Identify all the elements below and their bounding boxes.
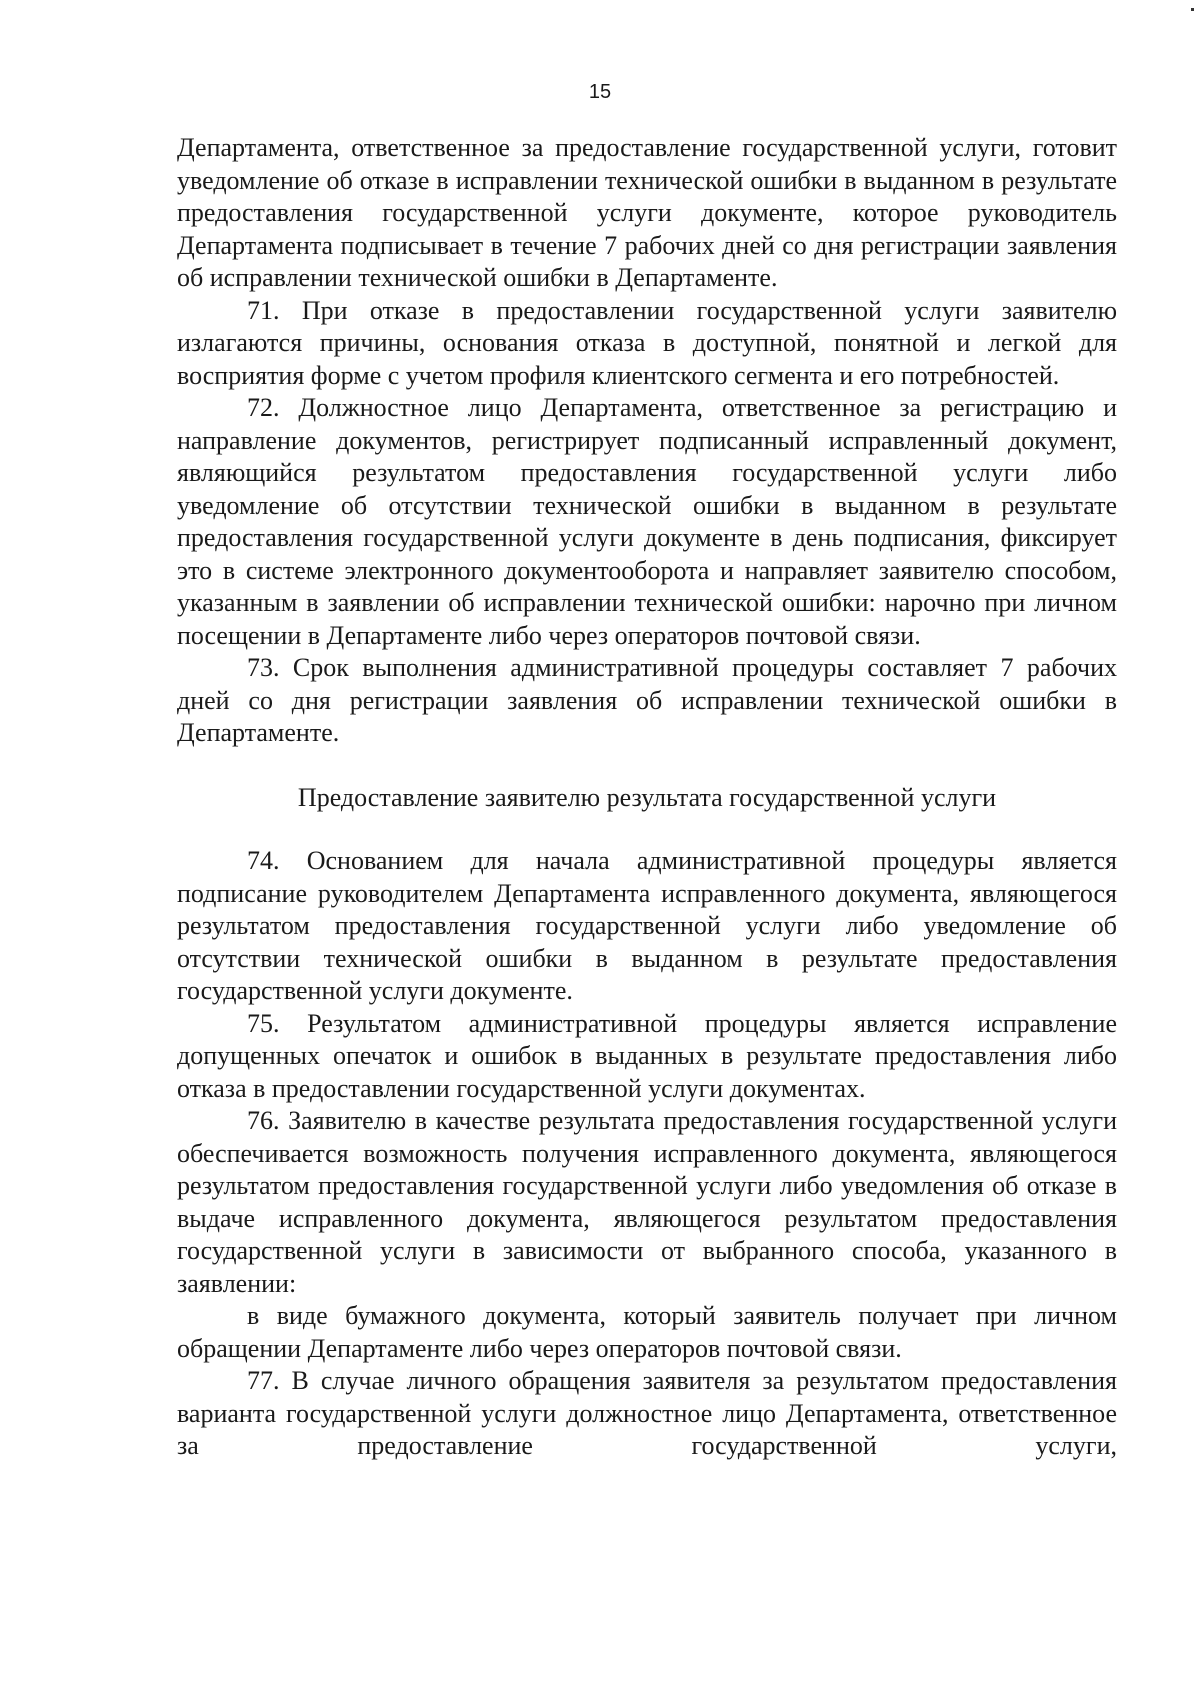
paragraph-71: 71. При отказе в предоставлении государственной услуги заявителю излагаются причины, основания отказа в доступной, понятной и легкой для восприятия форме с учетом профиля клиентского сегмента и его потребностей. bbox=[177, 295, 1117, 390]
paragraph-75: 75. Результатом административной процедуры является исправление допущенных опечаток и ошибок в выданных в результате предоставления либо отказа в предоставлении государственной услуги документах. bbox=[177, 1008, 1117, 1103]
paragraph-73: 73. Срок выполнения административной процедуры составляет 7 рабочих дней со дня регистрации заявления об исправлении технической ошибки в Департаменте. bbox=[177, 653, 1117, 747]
section-heading: Предоставление заявителю результата государственной услуги bbox=[297, 782, 997, 812]
paragraph-74: 74. Основанием для начала административной процедуры является подписание руководителем Департамента исправленного документа, являющегося результатом предоставления государственной услуги либо уведомление об отсутствии технической ошибки в выданном в результате предоставления государственной услуги документе. bbox=[177, 846, 1117, 1005]
paragraph-76: 76. Заявителю в качестве результата предоставления государственной услуги обеспечивается возможность получения исправленного документа, являющегося результатом предоставления государственной услуги либо уведомления об отказе в выдаче исправленного документа, являющегося результатом предоставления государственной услуги в зависимости от выбранного способа, указанного в заявлении: bbox=[177, 1106, 1117, 1298]
document-body bbox=[177, 132, 1117, 1463]
paragraph-72: 72. Должностное лицо Департамента, ответственное за регистрацию и направление документов, регистрирует подписанный исправленный документ, являющийся результатом предоставления государственной услуги либо уведомление об отсутствии технической ошибки в выданном в результате предоставления государственной услуги документе в день подписания, фиксирует это в системе электронного документооборота и направляет заявителю способом, указанным в заявлении об исправлении технической ошибки: нарочно при личном посещении в Департаменте либо через операторов почтовой связи. bbox=[177, 393, 1117, 650]
paragraph-76-paper-document: в виде бумажного документа, который заявитель получает при личном обращении Департаменте либо через операторов почтовой связи. bbox=[177, 1301, 1117, 1363]
paragraph-77: 77. В случае личного обращения заявителя за результатом предоставления варианта государственной услуги должностное лицо Департамента, ответственное за предоставление государственной услуги, bbox=[177, 1366, 1117, 1460]
scan-edge-mark bbox=[1191, 8, 1194, 11]
page-number: 15 bbox=[588, 81, 612, 103]
paragraph-70-continuation: Департамента, ответственное за предоставление государственной услуги, готовит уведомление об отказе в исправлении технической ошибки в выданном в результате предоставления государственной услуги документе, которое руководитель Департамента подписывает в течение 7 рабочих дней со дня регистрации заявления об исправлении технической ошибки в Департаменте. bbox=[177, 133, 1117, 292]
